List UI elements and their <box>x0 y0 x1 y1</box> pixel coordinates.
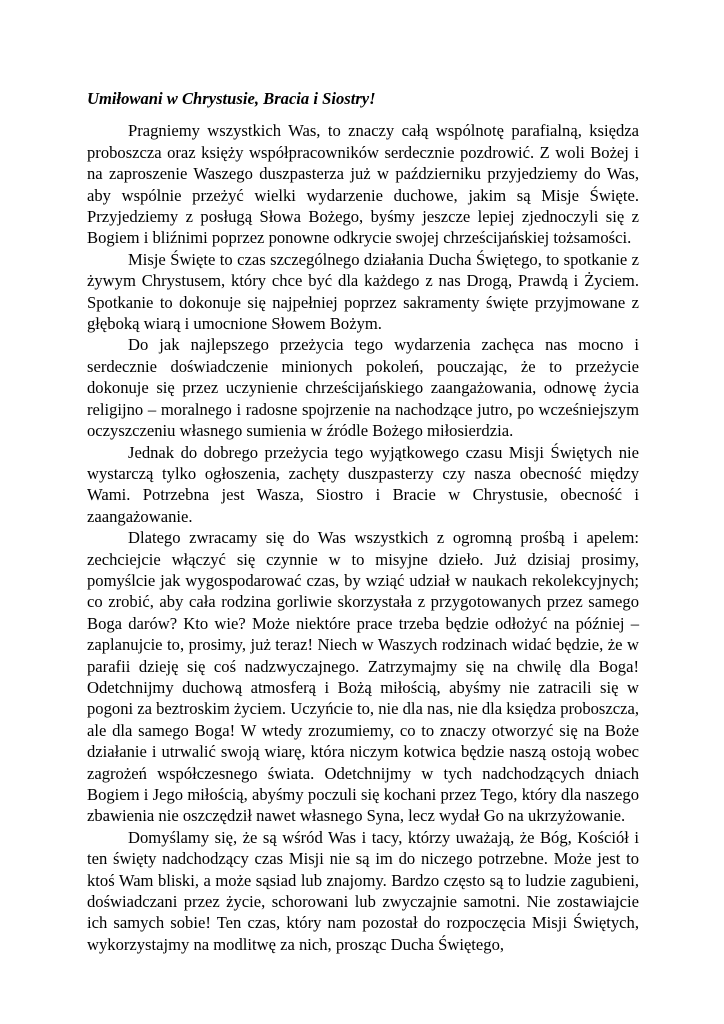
letter-page <box>87 88 639 955</box>
paragraph-mission-meaning: Misje Święte to czas szczególnego działania Ducha Świętego, to spotkanie z żywym Chrystusem, który chce być dla każdego z nas Drogą, Prawdą i Życiem. Spotkanie to dokonuje się najpełniej poprzez sakramenty święte przyjmowane z głęboką wiarą i umocnione Słowem Bożym. <box>87 249 639 334</box>
paragraph-others: Domyślamy się, że są wśród Was i tacy, którzy uważają, że Bóg, Kościół i ten święty nadchodzący czas Misji nie są im do niczego potrzebne. Może jest to ktoś Wam bliski, a może sąsiad lub znajomy. Bardzo często są to ludzie zagubieni, doświadczani przez życie, schorowani lub zwyczajnie samotni. Nie zostawiajcie ich samych sobie! Ten czas, który nam pozostał do rozpoczęcia Misji Świętych, wykorzystajmy na modlitwę za nich, prosząc Ducha Świętego, <box>87 827 639 954</box>
salutation-heading: Umiłowani w Chrystusie, Bracia i Siostry! <box>87 89 376 108</box>
paragraph-presence: Jednak do dobrego przeżycia tego wyjątkowego czasu Misji Świętych nie wystarczą tylko ogłoszenia, zachęty duszpasterzy czy nasza obecność między Wami. Potrzebna jest Wasza, Siostro i Bracie w Chrystusie, obecność i zaangażowanie. <box>87 442 639 526</box>
paragraph-appeal: Dlatego zwracamy się do Was wszystkich z ogromną prośbą i apelem: zechciejcie włączyć się czynnie w to misyjne dzieło. Już dzisiaj prosimy, pomyślcie jak wygospodarować czas, by wziąć udział w naukach rekolekcyjnych; co zrobić, aby cała rodzina gorliwie skorzystała z przygotowanych przez samego Boga darów? Kto wie? Może niektóre prace trzeba będzie odłożyć na później – zaplanujcie to, prosimy, już teraz! Niech w Waszych rodzinach widać będzie, że w parafii dzieję się coś nadzwyczajnego. Zatrzymajmy się na chwilę dla Boga! Odetchnijmy duchową atmosferą i Bożą miłością, abyśmy nie zatracili się w pogoni za beztroskim życiem. Uczyńcie to, nie dla nas, nie dla księdza proboszcza, ale dla samego Boga! W wtedy zrozumiemy, co to znaczy otworzyć się na Boże działanie i utrwalić swoją wiarę, która niczym kotwica będzie naszą ostoją wobec zagrożeń współczesnego świata. Odetchnijmy w tych nadchodzących dniach Bogiem i Jego miłością, abyśmy poczuli się kochani przez Tego, który dla naszego zbawienia nie oszczędził nawet własnego Syna, lecz wydał Go na ukrzyżowanie. <box>87 528 639 826</box>
paragraph-experience: Do jak najlepszego przeżycia tego wydarzenia zachęca nas mocno i serdecznie doświadczenie minionych pokoleń, pouczając, że to przeżycie dokonuje się przez uczynienie chrześcijańskiego zaangażowania, odnowę życia religijno – moralnego i radosne spojrzenie na nachodzące jutro, po wcześniejszym oczyszczeniu własnego sumienia w źródle Bożego miłosierdzia. <box>87 335 639 441</box>
paragraph-greeting: Pragniemy wszystkich Was, to znaczy całą wspólnotę parafialną, księdza proboszcza oraz księży współpracowników serdecznie pozdrowić. Z woli Bożej i na zaproszenie Waszego duszpasterza już w październiku przyjedziemy do Was, aby wspólnie przeżyć wielki wydarzenie duchowe, jakim są Misje Święte. Przyjedziemy z posługą Słowa Bożego, byśmy jeszcze lepiej zjednoczyli się z Bogiem i bliźnimi poprzez ponowne odkrycie swojej chrześcijańskiej tożsamości. <box>87 121 639 248</box>
